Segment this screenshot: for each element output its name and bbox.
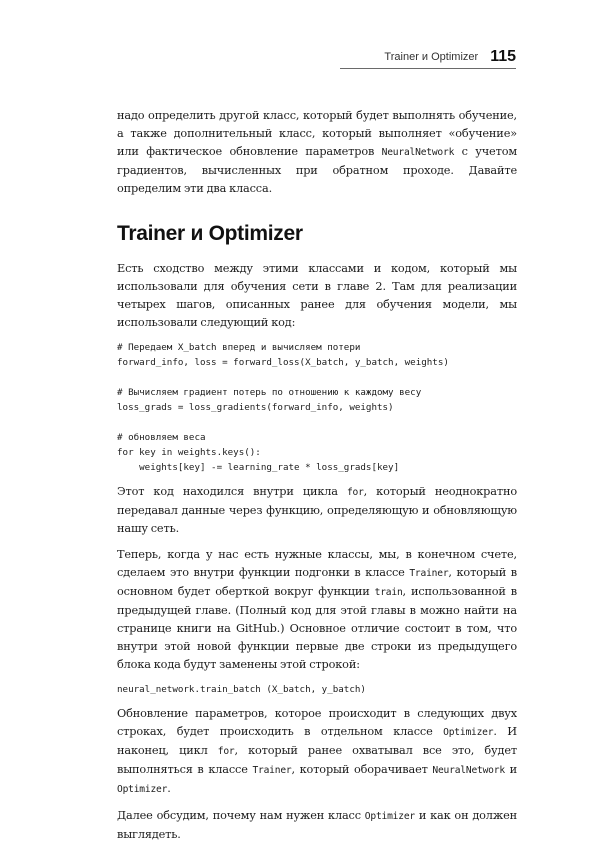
inline-code: NeuralNetwork	[432, 765, 505, 776]
code-line-train-batch: neural_network.train_batch (X_batch, y_batch)	[117, 684, 366, 695]
running-header	[340, 46, 516, 69]
inline-code: Optimizer	[364, 811, 415, 822]
inline-code: Optimizer	[443, 727, 494, 738]
running-header-title: Trainer и Optimizer	[384, 51, 479, 63]
inline-code: for	[346, 487, 364, 498]
paragraph-optimizer	[117, 705, 517, 799]
text: Далее обсудим, почему нам нужен класс	[117, 809, 365, 822]
text: и	[504, 763, 517, 776]
text: , который оборачивает	[291, 763, 433, 776]
text: , который в основном будет оберткой вокруг функции	[117, 566, 517, 598]
text: с учетом градиентов, вычисленных при обратном проходе. Давайте определим эти два класса.	[117, 145, 517, 195]
inline-code: Trainer	[409, 568, 449, 579]
text: Обновление параметров, которое происходит в следующих двух строках, будет происходить в отдельном классе	[117, 707, 517, 738]
text: , который ранее охватывал все это, будет выполняться в классе	[117, 744, 517, 776]
paragraph-loop	[117, 483, 517, 538]
text: и как он должен выглядеть.	[117, 809, 517, 841]
text: . И наконец, цикл	[117, 725, 517, 757]
paragraph-intro	[117, 107, 517, 198]
inline-code: NeuralNetwork	[381, 147, 455, 158]
inline-code: Trainer	[252, 765, 292, 776]
paragraph-trainer	[117, 546, 517, 674]
text: , который неоднократно передавал данные через функцию, определяющую и обновляющую нашу сеть.	[117, 485, 517, 535]
inline-code: Optimizer	[117, 784, 168, 795]
paragraph-similarity: Есть сходство между этими классами и кодом, который мы использовали для обучения сети в главе 2. Там для реализации четырех шагов, описанных ранее для обучения модели, мы использовали следующий код:	[117, 262, 517, 329]
code-block-training-loop: # Передаем X_batch вперед и вычисляем потери forward_info, loss = forward_loss(X_batch, y_batch, weights) # Вычисляем градиент потерь по отношению к каждому весу loss_grads = loss_gradients(forward_info, weights) # обновляем веса for key in weights.keys(): weights[key] -= learning_rate * loss_grads[key]	[117, 342, 449, 473]
section-heading: Trainer и Optimizer	[117, 222, 303, 245]
inline-code: train	[374, 587, 403, 598]
text: Теперь, когда у нас есть нужные классы, мы, в конечном счете, сделаем это внутри функции подгонки в классе	[117, 548, 517, 579]
paragraph-next	[117, 807, 517, 844]
text: .	[167, 782, 171, 795]
page-number: 115	[490, 48, 516, 65]
text: надо определить другой класс, который будет выполнять обучение, а также дополнительный класс, который выполняет «обучение» или фактическое обновление параметров	[117, 109, 517, 158]
text: Этот код находился внутри цикла	[117, 485, 347, 498]
inline-code: for	[217, 746, 235, 757]
text: , использованной в предыдущей главе. (Полный код для этой главы в можно найти на странице книги на GitHub.) Основное отличие состоит в том, что внутри этой новой функции первые две строки из предыдущего блока кода будут заменены этой строкой:	[117, 585, 517, 671]
page-body	[117, 107, 517, 844]
